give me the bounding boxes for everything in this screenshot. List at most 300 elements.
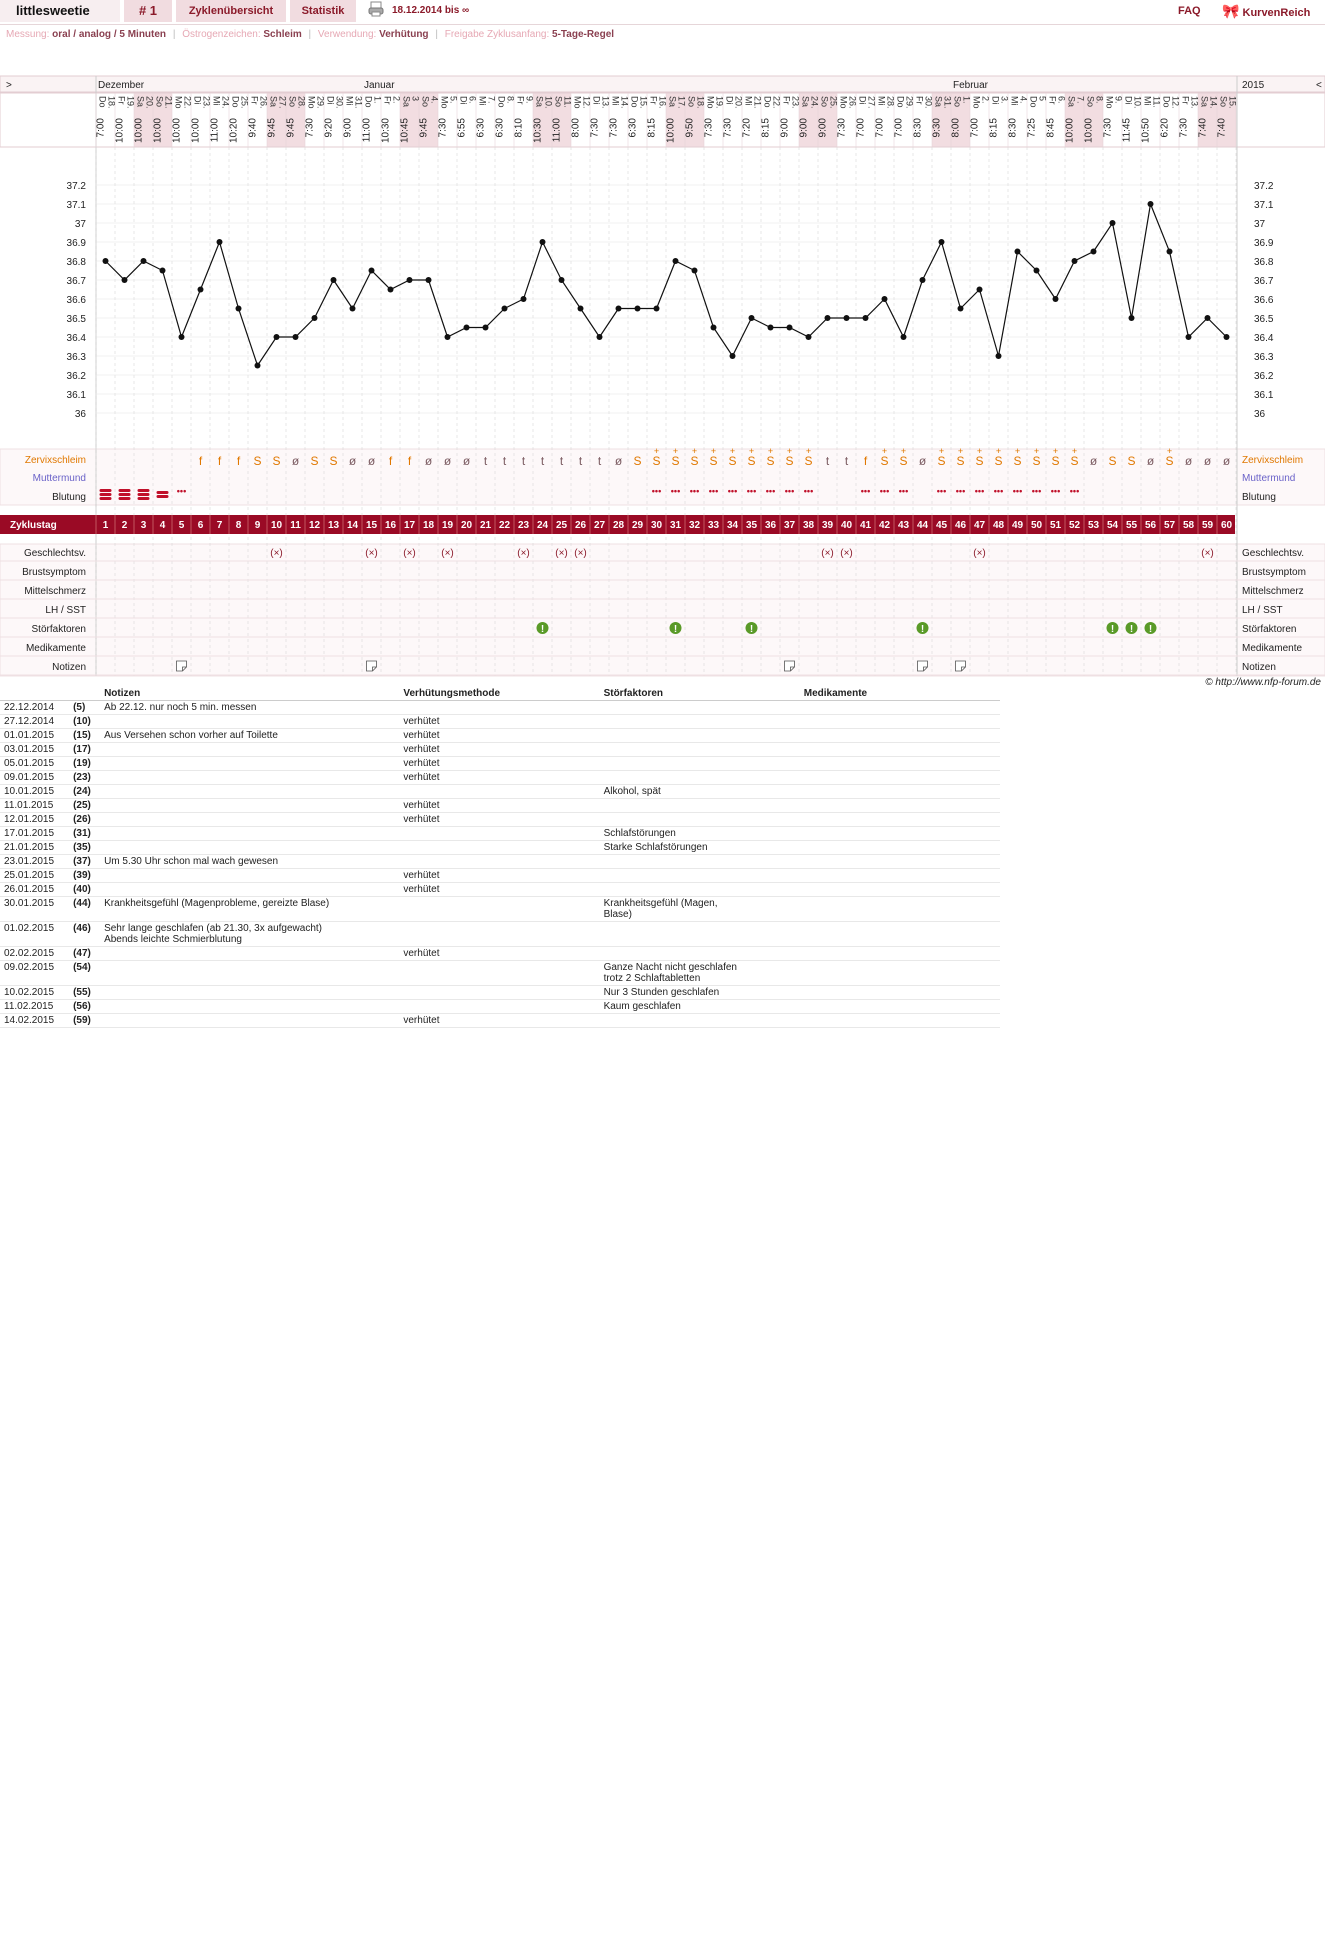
- note-cycle-day: (37): [69, 855, 100, 869]
- temperature-point: [540, 239, 546, 245]
- spotting-mark: •••: [765, 486, 776, 496]
- time-label: 11:00: [361, 118, 373, 143]
- note-date: 03.01.2015: [0, 743, 69, 757]
- notes-table: [0, 687, 1000, 1028]
- note-text: [100, 799, 399, 813]
- mucus-symbol: ø: [918, 454, 927, 468]
- note-disturb: [600, 715, 800, 729]
- intercourse-icon: (×): [365, 548, 378, 559]
- weekday-label: Sa: [401, 96, 412, 108]
- cycle-day-number: 40: [840, 520, 853, 531]
- time-label: 7:00: [969, 118, 981, 138]
- note-text: [100, 785, 399, 799]
- row-label-mucus: Zervixschleim: [24, 455, 86, 466]
- cycle-day-number: 28: [612, 520, 625, 531]
- row-label-breast: Brustsymptom: [22, 567, 86, 578]
- time-label: 9:30: [931, 118, 943, 138]
- cycle-day-number: 44: [916, 520, 929, 531]
- cycle-day-number: 56: [1144, 520, 1157, 531]
- mucus-plus-mark: +: [900, 446, 907, 456]
- time-label: 10:00: [190, 118, 202, 144]
- date-label: 7.: [486, 96, 497, 104]
- cycle-day-number: 36: [764, 520, 777, 531]
- cycle-day-number: 24: [536, 520, 549, 531]
- note-disturb: [600, 1014, 800, 1028]
- note-cycle-day: (23): [69, 771, 100, 785]
- disturbance-icon-mark: !: [1129, 624, 1134, 635]
- time-label: 6:55: [456, 118, 468, 138]
- note-disturb: Nur 3 Stunden geschlafen: [600, 986, 800, 1000]
- note-meds: [800, 757, 1000, 771]
- time-label: 7:00: [95, 118, 107, 138]
- y-tick-label-right: 36.3: [1254, 352, 1274, 363]
- cycle-day-number: 34: [726, 520, 739, 531]
- weekday-label: Sa: [1066, 96, 1077, 108]
- mucus-plus-mark: +: [881, 446, 888, 456]
- note-text: Sehr lange geschlafen (ab 21.30, 3x aufgewacht) Abends leichte Schmierblutung: [100, 922, 399, 947]
- note-disturb: Starke Schlafstörungen: [600, 841, 800, 855]
- mucus-symbol: f: [198, 454, 203, 468]
- table-row: [0, 729, 1000, 743]
- notes-body: [0, 701, 1000, 1028]
- row-label-right-breast: Brustsymptom: [1242, 567, 1306, 578]
- cycle-day-number: 33: [707, 520, 720, 531]
- mucus-symbol: S: [1032, 454, 1041, 468]
- cycle-day-number: 21: [479, 520, 492, 531]
- cycle-day-number: 45: [935, 520, 948, 531]
- note-text: [100, 827, 399, 841]
- bleeding-heavy-mark: [119, 493, 131, 496]
- cycle-number-tab[interactable]: # 1: [124, 0, 172, 22]
- note-meds: [800, 986, 1000, 1000]
- note-date: 10.02.2015: [0, 986, 69, 1000]
- temperature-point: [198, 287, 204, 293]
- weekday-label: Mo: [173, 96, 184, 109]
- weekday-label: Fr: [781, 96, 792, 105]
- table-row: [0, 841, 1000, 855]
- header-meds: Medikamente: [800, 687, 1000, 701]
- note-date: 25.01.2015: [0, 869, 69, 883]
- disturbance-icon-mark: !: [920, 624, 925, 635]
- cycle-day-number: 51: [1049, 520, 1062, 531]
- note-text: Um 5.30 Uhr schon mal wach gewesen: [100, 855, 399, 869]
- weekday-label: Di: [591, 96, 602, 105]
- note-method: verhütet: [399, 883, 599, 897]
- cycle-day-number: 41: [859, 520, 872, 531]
- weekday-label: Mo: [439, 96, 450, 109]
- mucus-plus-mark: +: [1166, 446, 1173, 456]
- date-label: 26.: [847, 96, 858, 109]
- date-label: 18.: [106, 96, 117, 109]
- y-tick-label-left: 36.6: [66, 295, 86, 306]
- notes-header-row: [0, 687, 1000, 701]
- row-label-meds: Medikamente: [25, 643, 86, 654]
- weekday-label: So: [553, 96, 564, 108]
- bleeding-heavy-mark: [138, 489, 150, 492]
- note-date: 09.02.2015: [0, 961, 69, 986]
- time-label: 7:40: [1216, 118, 1228, 138]
- cycle-day-number: 31: [669, 520, 682, 531]
- note-text: Ab 22.12. nur noch 5 min. messen: [100, 701, 399, 715]
- date-label: 15.: [1227, 96, 1238, 109]
- y-tick-label-left: 36.9: [66, 238, 86, 249]
- note-meds: [800, 922, 1000, 947]
- y-tick-label-right: 36.2: [1254, 371, 1274, 382]
- time-label: 10:45: [399, 118, 411, 144]
- estrogen-value: Schleim: [263, 29, 302, 40]
- weekday-label: Fr: [914, 96, 925, 105]
- mucus-plus-mark: +: [729, 446, 736, 456]
- time-label: 9:45: [285, 118, 297, 138]
- header-method: Verhütungsmethode: [399, 687, 599, 701]
- note-cycle-day: (5): [69, 701, 100, 715]
- note-method: [399, 1000, 599, 1014]
- time-label: 8:30: [912, 118, 924, 138]
- spotting-mark: •••: [993, 486, 1004, 496]
- note-method: [399, 961, 599, 986]
- weekday-label: Fr: [1047, 96, 1058, 105]
- row-label-right-mucus: Zervixschleim: [1242, 455, 1304, 466]
- logo-text: KurvenReich: [1242, 7, 1311, 19]
- note-cycle-day: (19): [69, 757, 100, 771]
- note-text: [100, 771, 399, 785]
- mucus-plus-mark: +: [672, 446, 679, 456]
- y-tick-label-left: 36.1: [66, 390, 86, 401]
- note-meds: [800, 785, 1000, 799]
- weekday-label: Do: [895, 96, 906, 108]
- cycle-day-number: 23: [517, 520, 530, 531]
- mucus-plus-mark: +: [938, 446, 945, 456]
- date-label: 3.: [999, 96, 1010, 104]
- cycle-day-number: 20: [460, 520, 473, 531]
- mucus-symbol: t: [825, 454, 830, 468]
- note-date: 30.01.2015: [0, 897, 69, 922]
- header-disturb: Störfaktoren: [600, 687, 800, 701]
- note-method: verhütet: [399, 799, 599, 813]
- mucus-symbol: S: [1013, 454, 1022, 468]
- mucus-symbol: t: [521, 454, 526, 468]
- date-label: 12.: [1170, 96, 1181, 109]
- time-label: 8:45: [1045, 118, 1057, 138]
- spotting-mark: •••: [746, 486, 757, 496]
- cycle-day-number: 35: [745, 520, 758, 531]
- mucus-symbol: S: [785, 454, 794, 468]
- row-label-right-midpain: Mittelschmerz: [1242, 586, 1304, 597]
- weekday-label: Do: [762, 96, 773, 108]
- mucus-symbol: t: [502, 454, 507, 468]
- mucus-symbol: S: [709, 454, 718, 468]
- cycle-day-number: 48: [992, 520, 1005, 531]
- mucus-symbol: ø: [1146, 454, 1155, 468]
- weekday-label: Sa: [135, 96, 146, 108]
- y-tick-label-left: 37: [74, 219, 86, 230]
- cycle-day-number: 43: [897, 520, 910, 531]
- weekday-label: So: [287, 96, 298, 108]
- table-row: [0, 1014, 1000, 1028]
- weekday-label: Sa: [800, 96, 811, 108]
- time-label: 6:30: [627, 118, 639, 138]
- spotting-mark: •••: [670, 486, 681, 496]
- spotting-mark: •••: [651, 486, 662, 496]
- note-date: 27.12.2014: [0, 715, 69, 729]
- note-disturb: [600, 922, 800, 947]
- mucus-symbol: S: [766, 454, 775, 468]
- note-cycle-day: (31): [69, 827, 100, 841]
- mucus-symbol: S: [804, 454, 813, 468]
- weekday-label: Mi: [477, 96, 488, 106]
- temperature-point: [806, 334, 812, 340]
- date-label: 6.: [467, 96, 478, 104]
- month-label: Januar: [364, 80, 395, 91]
- cycle-day-number: 52: [1068, 520, 1081, 531]
- y-tick-label-left: 36.7: [66, 276, 86, 287]
- time-label: 8:30: [1007, 118, 1019, 138]
- temperature-point: [711, 325, 717, 331]
- spotting-mark: •••: [898, 486, 909, 496]
- y-tick-label-right: 36.4: [1254, 333, 1274, 344]
- intercourse-icon: (×): [840, 548, 853, 559]
- date-label: 11.: [1151, 96, 1162, 108]
- time-label: 10:00: [152, 118, 164, 144]
- cycle-day-number: 17: [403, 520, 416, 531]
- note-disturb: Kaum geschlafen: [600, 1000, 800, 1014]
- note-disturb: Alkohol, spät: [600, 785, 800, 799]
- y-tick-label-right: 37.2: [1254, 181, 1274, 192]
- bleeding-medium-mark: [157, 495, 169, 498]
- note-cycle-day: (55): [69, 986, 100, 1000]
- table-row: [0, 715, 1000, 729]
- row-label-lh: LH / SST: [45, 605, 86, 616]
- time-label: 10:00: [171, 118, 183, 144]
- usage-value: Verhütung: [379, 29, 429, 40]
- spotting-mark: •••: [689, 486, 700, 496]
- temperature-point: [616, 306, 622, 312]
- note-disturb: Krankheitsgefühl (Magen, Blase): [600, 897, 800, 922]
- date-label: 24.: [220, 96, 231, 109]
- cycle-day-number: 3: [140, 520, 147, 531]
- mucus-symbol: f: [407, 454, 412, 468]
- time-label: 9:45: [418, 118, 430, 138]
- time-label: 6:30: [475, 118, 487, 138]
- time-label: 8:00: [570, 118, 582, 138]
- time-label: 11:45: [1121, 118, 1133, 143]
- row-label-disturb: Störfaktoren: [31, 624, 86, 635]
- mucus-symbol: ø: [1184, 454, 1193, 468]
- cycle-day-number: 38: [802, 520, 815, 531]
- date-label: 31.: [942, 96, 953, 109]
- mucus-symbol: S: [728, 454, 737, 468]
- next-nav-arrow: <: [1316, 80, 1322, 91]
- date-label: 15.: [638, 96, 649, 109]
- cycle-day-number: 50: [1030, 520, 1043, 531]
- cycle-day-number: 54: [1106, 520, 1119, 531]
- note-method: verhütet: [399, 757, 599, 771]
- temperature-point: [1110, 220, 1116, 226]
- mucus-symbol: t: [578, 454, 583, 468]
- weekday-label: Fr: [382, 96, 393, 105]
- cycle-day-number: 46: [954, 520, 967, 531]
- date-label: 8.: [1094, 96, 1105, 104]
- row-label-right-sex: Geschlechtsv.: [1242, 548, 1305, 559]
- mucus-symbol: S: [1051, 454, 1060, 468]
- table-row: [0, 701, 1000, 715]
- table-row: [0, 757, 1000, 771]
- time-label: 7:30: [1178, 118, 1190, 138]
- weekday-label: Di: [724, 96, 735, 105]
- note-meds: [800, 841, 1000, 855]
- weekday-label: Di: [857, 96, 868, 105]
- note-meds: [800, 701, 1000, 715]
- time-label: 11:00: [551, 118, 563, 143]
- weekday-label: Mo: [1104, 96, 1115, 109]
- temperature-point: [521, 296, 527, 302]
- weekday-label: Do: [230, 96, 241, 108]
- mucus-symbol: t: [483, 454, 488, 468]
- date-label: 21.: [163, 96, 174, 109]
- note-method: verhütet: [399, 869, 599, 883]
- weekday-label: So: [819, 96, 830, 108]
- mucus-plus-mark: +: [710, 446, 717, 456]
- date-label: 16.: [657, 96, 668, 109]
- temperature-point: [369, 268, 375, 274]
- mucus-symbol: S: [747, 454, 756, 468]
- date-label: 19.: [125, 96, 136, 109]
- mucus-symbol: t: [844, 454, 849, 468]
- note-meds: [800, 961, 1000, 986]
- note-method: [399, 785, 599, 799]
- mucus-plus-mark: +: [786, 446, 793, 456]
- note-meds: [800, 813, 1000, 827]
- mucus-symbol: S: [690, 454, 699, 468]
- cycle-day-number: 59: [1201, 520, 1214, 531]
- row-label-cervix: Muttermund: [32, 473, 86, 484]
- table-row: [0, 1000, 1000, 1014]
- faq-link[interactable]: FAQ: [1178, 5, 1201, 17]
- weekday-label: Di: [325, 96, 336, 105]
- intercourse-icon: (×): [270, 548, 283, 559]
- time-label: 7:30: [836, 118, 848, 138]
- table-row: [0, 883, 1000, 897]
- cycle-day-number: 26: [574, 520, 587, 531]
- y-tick-label-right: 36.9: [1254, 238, 1274, 249]
- note-text: [100, 1014, 399, 1028]
- tab-cycle-overview[interactable]: Zyklenübersicht: [176, 0, 286, 22]
- copyright-notice: © http://www.nfp-forum.de: [1205, 677, 1321, 688]
- cycle-day-number: 9: [254, 520, 261, 531]
- weekday-label: Fr: [116, 96, 127, 105]
- temperature-point: [255, 363, 261, 369]
- weekday-label: So: [420, 96, 431, 108]
- table-row: [0, 947, 1000, 961]
- mucus-symbol: ø: [367, 454, 376, 468]
- y-tick-label-right: 36.1: [1254, 390, 1274, 401]
- note-text: [100, 869, 399, 883]
- time-label: 10:00: [133, 118, 145, 144]
- temperature-point: [179, 334, 185, 340]
- tab-statistics[interactable]: Statistik: [290, 0, 356, 22]
- note-method: verhütet: [399, 743, 599, 757]
- mucus-plus-mark: +: [1033, 446, 1040, 456]
- row-label-right-bleeding: Blutung: [1242, 492, 1276, 503]
- weekday-label: So: [154, 96, 165, 108]
- time-label: 10:00: [1064, 118, 1076, 144]
- temperature-point: [312, 315, 318, 321]
- note-disturb: Schlafstörungen: [600, 827, 800, 841]
- date-label: 27.: [866, 96, 877, 109]
- release-label: Freigabe Zyklusanfang:: [444, 29, 550, 40]
- mucus-symbol: S: [253, 454, 262, 468]
- note-cycle-day: (10): [69, 715, 100, 729]
- time-label: 7:20: [741, 118, 753, 138]
- temperature-point: [1205, 315, 1211, 321]
- time-label: 7:30: [1102, 118, 1114, 138]
- note-disturb: [600, 729, 800, 743]
- cycle-day-number: 29: [631, 520, 644, 531]
- note-meds: [800, 715, 1000, 729]
- time-label: 10:00: [114, 118, 126, 144]
- mucus-symbol: S: [310, 454, 319, 468]
- date-label: 17.: [676, 96, 687, 109]
- weekday-label: Mi: [211, 96, 222, 106]
- bleeding-heavy-mark: [100, 497, 112, 500]
- weekday-label: Sa: [268, 96, 279, 108]
- time-label: 10:20: [228, 118, 240, 144]
- bleeding-heavy-mark: [100, 489, 112, 492]
- note-date: 10.01.2015: [0, 785, 69, 799]
- intercourse-icon: (×): [821, 548, 834, 559]
- note-method: verhütet: [399, 1014, 599, 1028]
- cycle-day-label: Zyklustag: [10, 520, 57, 531]
- disturbance-icon-mark: !: [673, 624, 678, 635]
- cycle-day-number: 19: [441, 520, 454, 531]
- note-method: [399, 986, 599, 1000]
- mucus-symbol: S: [994, 454, 1003, 468]
- bleeding-heavy-mark: [119, 489, 131, 492]
- time-label: 10:30: [532, 118, 544, 144]
- weekday-label: Mi: [1009, 96, 1020, 106]
- table-row: [0, 827, 1000, 841]
- header-notes: Notizen: [100, 687, 399, 701]
- temperature-point: [559, 277, 565, 283]
- mucus-plus-mark: +: [748, 446, 755, 456]
- note-text: [100, 841, 399, 855]
- note-text: Aus Versehen schon vorher auf Toilette: [100, 729, 399, 743]
- note-date: 05.01.2015: [0, 757, 69, 771]
- date-label: 10.: [1132, 96, 1143, 109]
- cycle-day-number: 8: [235, 520, 242, 531]
- separator: |: [172, 29, 176, 40]
- mucus-plus-mark: +: [957, 446, 964, 456]
- date-label: 29.: [904, 96, 915, 109]
- table-row: [0, 922, 1000, 947]
- note-meds: [800, 729, 1000, 743]
- time-label: 9:00: [798, 118, 810, 138]
- time-label: 9:00: [342, 118, 354, 138]
- temperature-point: [597, 334, 603, 340]
- temperature-point: [160, 268, 166, 274]
- bleeding-heavy-mark: [119, 497, 131, 500]
- temperature-point: [502, 306, 508, 312]
- date-label: 14.: [619, 96, 630, 109]
- temperature-point: [901, 334, 907, 340]
- note-disturb: [600, 701, 800, 715]
- table-row: [0, 897, 1000, 922]
- date-label: 14.: [1208, 96, 1219, 109]
- temperature-point: [939, 239, 945, 245]
- mucus-symbol: f: [863, 454, 868, 468]
- time-label: 10:00: [1083, 118, 1095, 144]
- time-label: 8:10: [513, 118, 525, 138]
